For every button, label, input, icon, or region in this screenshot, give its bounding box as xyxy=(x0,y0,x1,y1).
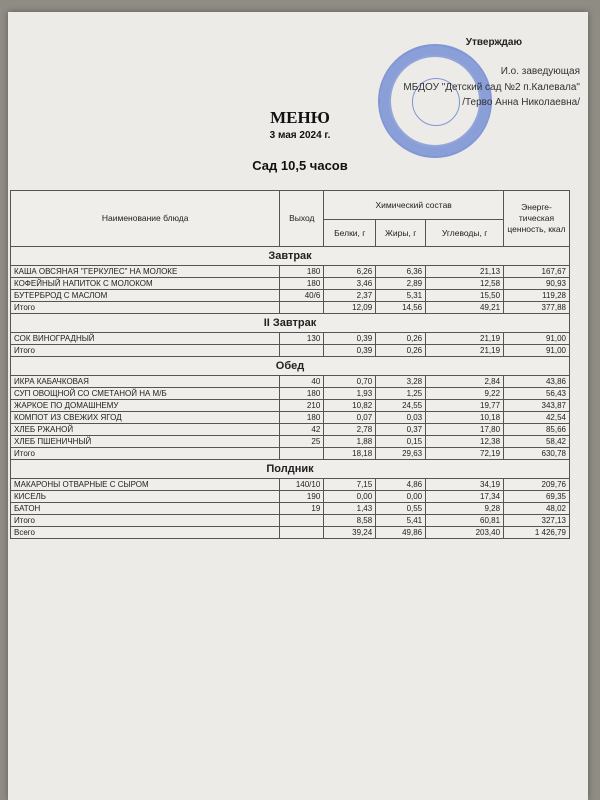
dish-protein: 1,93 xyxy=(324,388,376,400)
dish-yield: 40 xyxy=(280,376,324,388)
dish-protein: 0,39 xyxy=(324,333,376,345)
grand-total-row xyxy=(11,527,570,539)
dish-energy: 42,54 xyxy=(504,412,570,424)
dish-fat: 0,26 xyxy=(376,333,426,345)
section-title: Завтрак xyxy=(11,247,570,266)
grand-total-fat: 49,86 xyxy=(376,527,426,539)
dish-protein: 6,26 xyxy=(324,266,376,278)
dish-carbs: 2,84 xyxy=(426,376,504,388)
total-label: Итого xyxy=(11,345,280,357)
total-energy: 377,88 xyxy=(504,302,570,314)
dish-yield: 190 xyxy=(280,491,324,503)
dish-carbs: 21,19 xyxy=(426,333,504,345)
grand-total-protein: 39,24 xyxy=(324,527,376,539)
dish-name: СОК ВИНОГРАДНЫЙ xyxy=(11,333,280,345)
total-yield xyxy=(280,345,324,357)
dish-protein: 1,88 xyxy=(324,436,376,448)
dish-carbs: 17,80 xyxy=(426,424,504,436)
dish-name: ИКРА КАБАЧКОВАЯ xyxy=(11,376,280,388)
dish-energy: 209,76 xyxy=(504,479,570,491)
table-row xyxy=(11,503,570,515)
dish-fat: 0,55 xyxy=(376,503,426,515)
total-fat: 0,26 xyxy=(376,345,426,357)
dish-yield: 180 xyxy=(280,412,324,424)
header-yield: Выход xyxy=(280,191,324,247)
total-protein: 12,09 xyxy=(324,302,376,314)
menu-table xyxy=(10,190,570,539)
dish-carbs: 15,50 xyxy=(426,290,504,302)
dish-fat: 0,37 xyxy=(376,424,426,436)
table-row xyxy=(11,412,570,424)
page-title: МЕНЮ xyxy=(270,108,330,127)
dish-yield: 180 xyxy=(280,278,324,290)
table-row xyxy=(11,400,570,412)
dish-name: КАША ОВСЯНАЯ "ГЕРКУЛЕС" НА МОЛОКЕ xyxy=(11,266,280,278)
dish-yield: 19 xyxy=(280,503,324,515)
dish-fat: 2,89 xyxy=(376,278,426,290)
dish-fat: 3,28 xyxy=(376,376,426,388)
dish-carbs: 9,22 xyxy=(426,388,504,400)
total-energy: 630,78 xyxy=(504,448,570,460)
dish-protein: 7,15 xyxy=(324,479,376,491)
grand-total-yield xyxy=(280,527,324,539)
dish-protein: 2,78 xyxy=(324,424,376,436)
menu-body xyxy=(11,247,570,539)
dish-fat: 0,03 xyxy=(376,412,426,424)
dish-carbs: 17,34 xyxy=(426,491,504,503)
dish-yield: 42 xyxy=(280,424,324,436)
menu-date: 3 мая 2024 г. xyxy=(269,130,331,141)
approval-title: Утверждаю xyxy=(465,37,522,48)
dish-name: ХЛЕБ ПШЕНИЧНЫЙ xyxy=(11,436,280,448)
total-yield xyxy=(280,302,324,314)
table-row xyxy=(11,376,570,388)
header-chemical-composition: Химический состав xyxy=(324,191,504,220)
section-title: Обед xyxy=(11,357,570,376)
dish-name: СУП ОВОЩНОЙ СО СМЕТАНОЙ НА М/Б xyxy=(11,388,280,400)
grand-total-label: Всего xyxy=(11,527,280,539)
total-row xyxy=(11,345,570,357)
dish-yield: 180 xyxy=(280,266,324,278)
dish-energy: 48,02 xyxy=(504,503,570,515)
menu-subtitle: Сад 10,5 часов xyxy=(252,158,348,173)
table-row xyxy=(11,266,570,278)
total-label: Итого xyxy=(11,302,280,314)
total-row xyxy=(11,448,570,460)
total-row xyxy=(11,515,570,527)
section-row xyxy=(11,460,570,479)
dish-yield: 140/10 xyxy=(280,479,324,491)
table-row xyxy=(11,479,570,491)
dish-yield: 130 xyxy=(280,333,324,345)
dish-protein: 1,43 xyxy=(324,503,376,515)
table-row xyxy=(11,436,570,448)
dish-energy: 343,87 xyxy=(504,400,570,412)
dish-protein: 0,00 xyxy=(324,491,376,503)
dish-name: КОМПОТ ИЗ СВЕЖИХ ЯГОД xyxy=(11,412,280,424)
dish-carbs: 12,38 xyxy=(426,436,504,448)
dish-energy: 167,67 xyxy=(504,266,570,278)
total-fat: 14,56 xyxy=(376,302,426,314)
dish-name: МАКАРОНЫ ОТВАРНЫЕ С СЫРОМ xyxy=(11,479,280,491)
header-fat: Жиры, г xyxy=(376,220,426,247)
section-row xyxy=(11,247,570,266)
total-protein: 0,39 xyxy=(324,345,376,357)
dish-name: ЖАРКОЕ ПО ДОМАШНЕМУ xyxy=(11,400,280,412)
dish-carbs: 19,77 xyxy=(426,400,504,412)
total-protein: 18,18 xyxy=(324,448,376,460)
dish-carbs: 12,58 xyxy=(426,278,504,290)
total-label: Итого xyxy=(11,515,280,527)
table-row xyxy=(11,424,570,436)
dish-energy: 85,66 xyxy=(504,424,570,436)
dish-carbs: 34,19 xyxy=(426,479,504,491)
total-carbs: 49,21 xyxy=(426,302,504,314)
dish-fat: 0,00 xyxy=(376,491,426,503)
dish-energy: 119,28 xyxy=(504,290,570,302)
dish-energy: 90,93 xyxy=(504,278,570,290)
dish-name: КИСЕЛЬ xyxy=(11,491,280,503)
dish-protein: 10,82 xyxy=(324,400,376,412)
dish-energy: 58,42 xyxy=(504,436,570,448)
table-row xyxy=(11,290,570,302)
dish-fat: 5,31 xyxy=(376,290,426,302)
table-row xyxy=(11,491,570,503)
total-fat: 5,41 xyxy=(376,515,426,527)
section-title: Полдник xyxy=(11,460,570,479)
dish-name: КОФЕЙНЫЙ НАПИТОК С МОЛОКОМ xyxy=(11,278,280,290)
dish-yield: 210 xyxy=(280,400,324,412)
grand-total-carbs: 203,40 xyxy=(426,527,504,539)
dish-protein: 0,07 xyxy=(324,412,376,424)
dish-fat: 0,15 xyxy=(376,436,426,448)
header-carbs: Углеводы, г xyxy=(426,220,504,247)
dish-name: ХЛЕБ РЖАНОЙ xyxy=(11,424,280,436)
dish-carbs: 21,13 xyxy=(426,266,504,278)
dish-carbs: 10,18 xyxy=(426,412,504,424)
dish-protein: 2,37 xyxy=(324,290,376,302)
dish-yield: 25 xyxy=(280,436,324,448)
header-dish-name: Наименование блюда xyxy=(11,191,280,247)
table-row xyxy=(11,388,570,400)
total-fat: 29,63 xyxy=(376,448,426,460)
header-protein: Белки, г xyxy=(324,220,376,247)
dish-fat: 4,86 xyxy=(376,479,426,491)
dish-name: БУТЕРБРОД С МАСЛОМ xyxy=(11,290,280,302)
section-row xyxy=(11,314,570,333)
dish-protein: 3,46 xyxy=(324,278,376,290)
total-energy: 327,13 xyxy=(504,515,570,527)
total-carbs: 21,19 xyxy=(426,345,504,357)
dish-fat: 1,25 xyxy=(376,388,426,400)
total-row xyxy=(11,302,570,314)
header-energy: Энерге-тическая ценность, ккал xyxy=(504,191,570,247)
total-protein: 8,58 xyxy=(324,515,376,527)
approval-line: МБДОУ "Детский сад №2 п.Калевала" xyxy=(403,82,580,93)
total-energy: 91,00 xyxy=(504,345,570,357)
dish-carbs: 9,28 xyxy=(426,503,504,515)
dish-energy: 91,00 xyxy=(504,333,570,345)
dish-fat: 6,36 xyxy=(376,266,426,278)
total-carbs: 60,81 xyxy=(426,515,504,527)
grand-total-energy: 1 426,79 xyxy=(504,527,570,539)
dish-energy: 69,35 xyxy=(504,491,570,503)
total-label: Итого xyxy=(11,448,280,460)
section-title: II Завтрак xyxy=(11,314,570,333)
total-carbs: 72,19 xyxy=(426,448,504,460)
total-yield xyxy=(280,515,324,527)
dish-yield: 40/6 xyxy=(280,290,324,302)
dish-yield: 180 xyxy=(280,388,324,400)
section-row xyxy=(11,357,570,376)
dish-energy: 56,43 xyxy=(504,388,570,400)
total-yield xyxy=(280,448,324,460)
approval-line: /Терво Анна Николаевна/ xyxy=(462,97,580,108)
approval-line: И.о. заведующая xyxy=(500,66,580,77)
table-row xyxy=(11,278,570,290)
dish-protein: 0,70 xyxy=(324,376,376,388)
table-row xyxy=(11,333,570,345)
dish-fat: 24,55 xyxy=(376,400,426,412)
dish-name: БАТОН xyxy=(11,503,280,515)
dish-energy: 43,86 xyxy=(504,376,570,388)
